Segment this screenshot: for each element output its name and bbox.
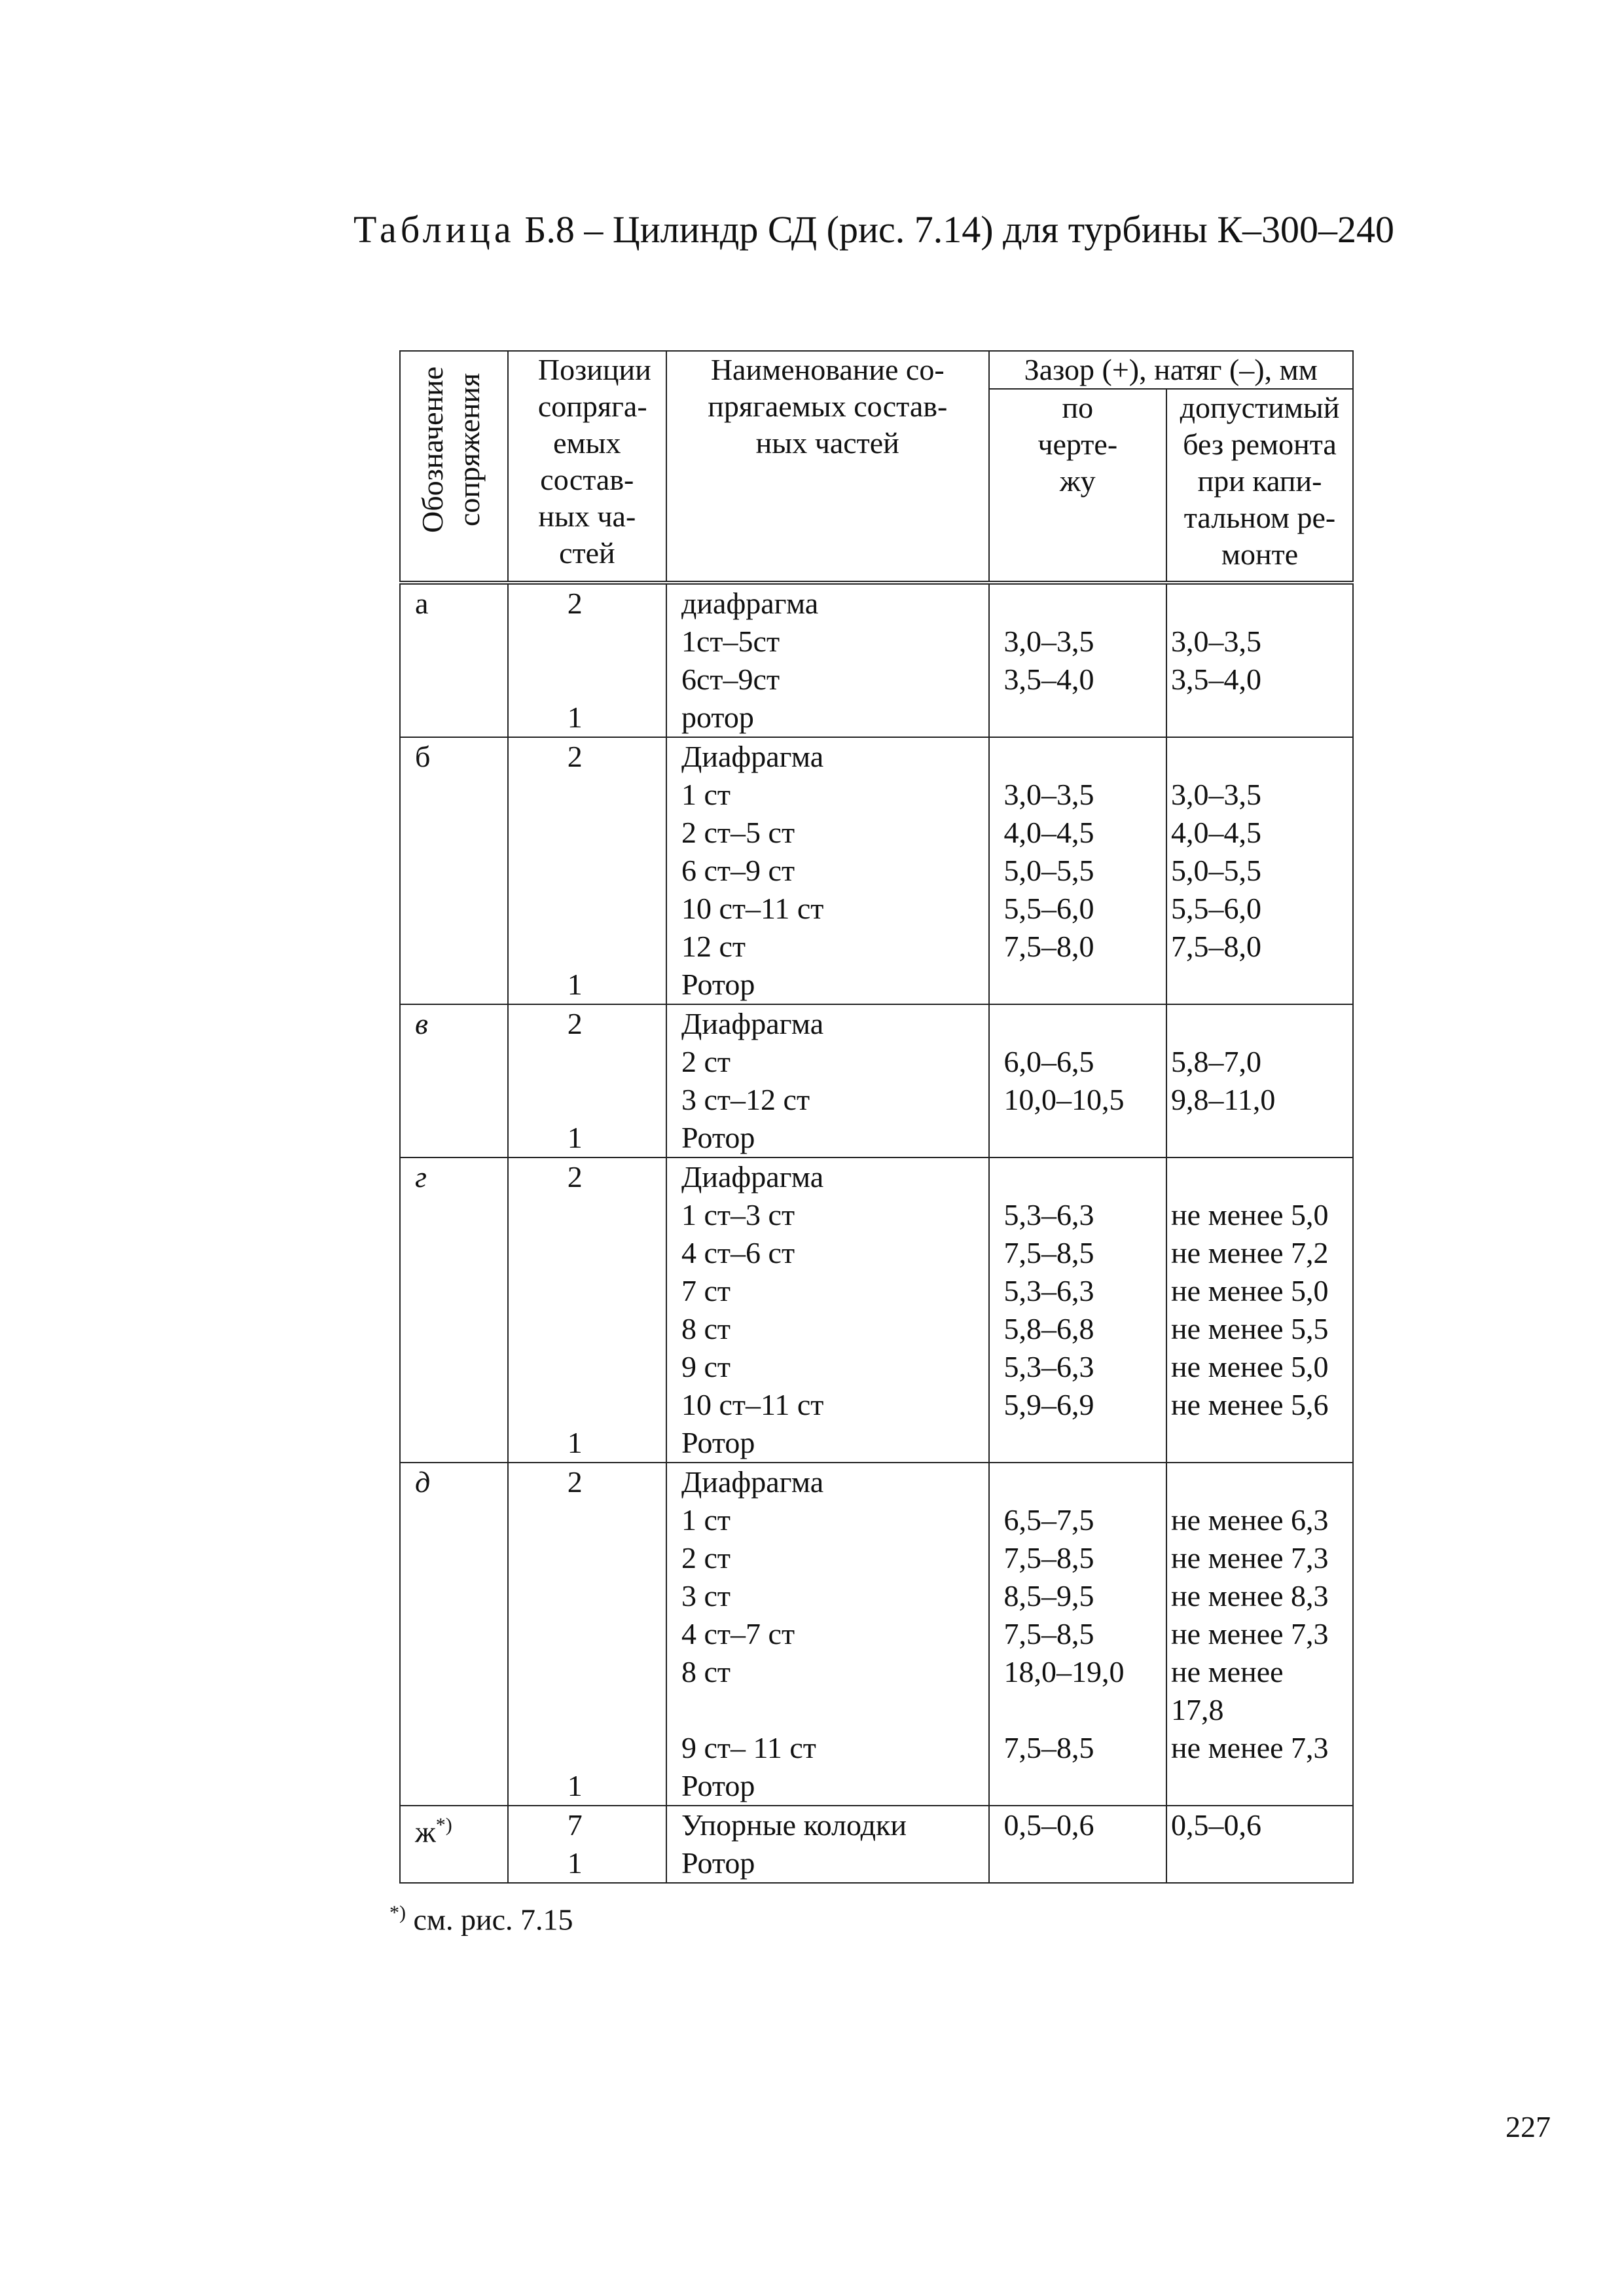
position-value: 1 — [567, 1426, 583, 1459]
header-allowed-text: допустимый без ремонта при капи- тальном ре- монте — [1180, 391, 1340, 571]
table-row — [400, 1806, 1353, 1883]
position-value — [568, 1348, 666, 1386]
part-name: 9 ст — [681, 1350, 731, 1383]
clearance-by-drawing — [1004, 1691, 1166, 1729]
part-name: 7 ст — [681, 1274, 731, 1307]
position-value: 1 — [567, 701, 583, 734]
designation-code: а — [415, 587, 429, 620]
part-name: 1 ст–3 ст — [681, 1198, 795, 1231]
part-name: 3 ст–12 ст — [681, 1083, 810, 1116]
part-name: 12 ст — [681, 930, 746, 963]
clearance-allowed-cell — [1166, 583, 1353, 737]
clearance-allowed — [1171, 699, 1352, 737]
clearance-allowed: не менее 5,0 — [1171, 1350, 1329, 1383]
clearance-by-drawing-cell — [989, 1806, 1167, 1883]
clearance-by-drawing: 3,0–3,5 — [1003, 778, 1094, 811]
clearance-allowed: 5,5–6,0 — [1171, 892, 1262, 925]
position-value — [568, 814, 666, 852]
header-positions — [508, 351, 666, 583]
position-value — [568, 1501, 666, 1539]
clearance-allowed — [1171, 1005, 1352, 1043]
clearance-allowed: не менее 7,3 — [1171, 1617, 1329, 1650]
position-value — [568, 776, 666, 814]
position-value: 1 — [567, 1121, 583, 1154]
designation-code: г — [415, 1160, 427, 1194]
position-value — [568, 1081, 666, 1119]
designation-code: б — [415, 740, 431, 773]
clearance-allowed: не менее 5,0 — [1171, 1274, 1329, 1307]
part-name: 10 ст–11 ст — [681, 1388, 824, 1421]
clearance-by-drawing — [1004, 585, 1166, 623]
position-value: 2 — [567, 1465, 583, 1499]
clearance-by-drawing — [1004, 1767, 1166, 1805]
position-value-cell — [508, 1004, 666, 1157]
position-value — [568, 1539, 666, 1577]
position-value — [568, 1615, 666, 1653]
position-value-cell — [508, 1463, 666, 1806]
footnote-mark: *) — [389, 1902, 406, 1923]
clearance-by-drawing: 5,3–6,3 — [1003, 1198, 1094, 1231]
clearance-by-drawing — [1004, 699, 1166, 737]
footnote-ref: *) — [435, 1814, 452, 1836]
clearance-by-drawing: 5,5–6,0 — [1003, 892, 1094, 925]
position-value — [568, 1386, 666, 1424]
position-value-cell — [508, 583, 666, 737]
position-value — [568, 1234, 666, 1272]
clearance-by-drawing: 5,9–6,9 — [1003, 1388, 1094, 1421]
footnote — [389, 1902, 573, 1937]
table-row — [400, 583, 1353, 737]
clearance-by-drawing: 7,5–8,0 — [1003, 930, 1094, 963]
clearance-allowed — [1171, 1158, 1352, 1196]
position-value-cell — [508, 1806, 666, 1883]
part-name: Диафрагма — [681, 1465, 824, 1499]
position-value: 1 — [567, 968, 583, 1001]
clearance-by-drawing: 0,5–0,6 — [1003, 1808, 1094, 1842]
clearance-by-drawing — [1004, 1158, 1166, 1196]
part-name: 4 ст–7 ст — [681, 1617, 795, 1650]
part-name: Диафрагма — [681, 1160, 824, 1194]
clearance-allowed: 17,8 — [1171, 1693, 1224, 1726]
part-name-cell — [666, 737, 988, 1004]
position-value — [568, 1310, 666, 1348]
position-value — [568, 890, 666, 928]
clearance-by-drawing: 6,0–6,5 — [1003, 1045, 1094, 1078]
clearance-table — [399, 350, 1354, 1884]
part-name — [681, 1691, 988, 1729]
clearance-allowed: не менее 8,3 — [1171, 1579, 1329, 1613]
part-name: 6ст–9ст — [681, 663, 780, 696]
part-name: 6 ст–9 ст — [681, 854, 795, 887]
clearance-allowed: не менее 6,3 — [1171, 1503, 1329, 1537]
position-value — [568, 1272, 666, 1310]
part-name: 2 ст — [681, 1045, 731, 1078]
part-name: 1 ст — [681, 1503, 731, 1537]
clearance-by-drawing-cell — [989, 1463, 1167, 1806]
clearance-by-drawing — [1004, 1424, 1166, 1462]
clearance-allowed-cell — [1166, 1157, 1353, 1463]
clearance-by-drawing: 5,3–6,3 — [1003, 1350, 1094, 1383]
clearance-allowed: 3,0–3,5 — [1171, 625, 1262, 658]
position-value: 7 — [567, 1808, 583, 1842]
clearance-allowed — [1171, 585, 1352, 623]
part-name-cell — [666, 1806, 988, 1883]
header-by-drawing-text: по черте- жу — [1038, 391, 1118, 498]
clearance-allowed — [1171, 1767, 1352, 1805]
part-name-cell — [666, 1157, 988, 1463]
part-name: 8 ст — [681, 1655, 731, 1688]
header-positions-text: Позиции сопряга- емых состав- ных ча- стей — [537, 353, 651, 570]
clearance-by-drawing: 3,5–4,0 — [1003, 663, 1094, 696]
table-row — [400, 1463, 1353, 1806]
designation-code: в — [415, 1007, 428, 1040]
position-value: 1 — [567, 1769, 583, 1802]
part-name: 9 ст– 11 ст — [681, 1731, 816, 1764]
header-designation — [400, 351, 508, 583]
clearance-allowed: 4,0–4,5 — [1171, 816, 1262, 849]
table-row — [400, 1004, 1353, 1157]
header-allowed — [1166, 389, 1353, 583]
header-part-names-text: Наименование со- прягаемых состав- ных частей — [708, 353, 948, 460]
position-value — [568, 928, 666, 966]
clearance-allowed: 0,5–0,6 — [1171, 1808, 1262, 1842]
designation-cell — [400, 1004, 508, 1157]
part-name: Ротор — [681, 1769, 755, 1802]
clearance-allowed: не менее 7,2 — [1171, 1236, 1329, 1269]
part-name: Ротор — [681, 1846, 755, 1880]
part-name: 2 ст — [681, 1541, 731, 1575]
part-name-cell — [666, 1004, 988, 1157]
position-value-cell — [508, 1157, 666, 1463]
clearance-allowed: 3,5–4,0 — [1171, 663, 1262, 696]
clearance-allowed — [1171, 738, 1352, 776]
clearance-allowed: не менее 7,3 — [1171, 1541, 1329, 1575]
position-value — [568, 1043, 666, 1081]
clearance-by-drawing: 18,0–19,0 — [1003, 1655, 1125, 1688]
clearance-by-drawing-cell — [989, 583, 1167, 737]
clearance-by-drawing: 5,3–6,3 — [1003, 1274, 1094, 1307]
position-value — [568, 661, 666, 699]
part-name: Ротор — [681, 1121, 755, 1154]
clearance-by-drawing — [1004, 738, 1166, 776]
position-value — [568, 852, 666, 890]
clearance-by-drawing-cell — [989, 737, 1167, 1004]
clearance-allowed — [1171, 1463, 1352, 1501]
table-row — [400, 1157, 1353, 1463]
clearance-by-drawing: 5,0–5,5 — [1003, 854, 1094, 887]
clearance-by-drawing: 7,5–8,5 — [1003, 1617, 1094, 1650]
position-value: 2 — [567, 1007, 583, 1040]
designation-cell — [400, 1806, 508, 1883]
part-name: 10 ст–11 ст — [681, 892, 824, 925]
clearance-by-drawing: 7,5–8,5 — [1003, 1236, 1094, 1269]
clearance-allowed — [1171, 1844, 1352, 1882]
designation-cell — [400, 737, 508, 1004]
table-row — [400, 737, 1353, 1004]
clearance-allowed-cell — [1166, 1806, 1353, 1883]
clearance-allowed — [1171, 966, 1352, 1004]
header-by-drawing — [989, 389, 1167, 583]
part-name: диафрагма — [681, 587, 819, 620]
part-name: ротор — [681, 701, 754, 734]
part-name: Ротор — [681, 968, 755, 1001]
position-value: 2 — [567, 1160, 583, 1194]
page-number: 227 — [1506, 2110, 1551, 2143]
position-value — [568, 1196, 666, 1234]
part-name: 8 ст — [681, 1312, 731, 1345]
clearance-allowed: не менее 5,6 — [1171, 1388, 1329, 1421]
part-name: 2 ст–5 ст — [681, 816, 795, 849]
clearance-by-drawing — [1004, 1844, 1166, 1882]
header-designation-text: Обозначение сопряжения — [416, 366, 486, 534]
clearance-by-drawing-cell — [989, 1157, 1167, 1463]
clearance-by-drawing: 4,0–4,5 — [1003, 816, 1094, 849]
part-name: Диафрагма — [681, 1007, 824, 1040]
clearance-allowed: 5,0–5,5 — [1171, 854, 1262, 887]
clearance-by-drawing-cell — [989, 1004, 1167, 1157]
designation-cell — [400, 1463, 508, 1806]
position-value: 2 — [567, 740, 583, 773]
part-name: Ротор — [681, 1426, 755, 1459]
clearance-allowed: не менее 7,3 — [1171, 1731, 1329, 1764]
clearance-by-drawing: 6,5–7,5 — [1003, 1503, 1094, 1537]
clearance-allowed: 3,0–3,5 — [1171, 778, 1262, 811]
position-value — [568, 1691, 666, 1729]
clearance-allowed-cell — [1166, 1463, 1353, 1806]
footnote-text: см. рис. 7.15 — [406, 1903, 573, 1937]
position-value — [568, 1729, 666, 1767]
part-name: Упорные колодки — [681, 1808, 907, 1842]
part-name: 1 ст — [681, 778, 731, 811]
clearance-allowed: не менее 5,0 — [1171, 1198, 1329, 1231]
position-value-cell — [508, 737, 666, 1004]
table-title — [353, 208, 1395, 251]
clearance-by-drawing: 10,0–10,5 — [1003, 1083, 1125, 1116]
header-clearance-group: Зазор (+), натяг (–), мм — [989, 351, 1354, 389]
position-value — [568, 623, 666, 661]
clearance-allowed: 7,5–8,0 — [1171, 930, 1262, 963]
designation-cell — [400, 583, 508, 737]
clearance-by-drawing — [1004, 1005, 1166, 1043]
clearance-allowed — [1171, 1119, 1352, 1157]
table-title-prefix: Таблица — [353, 208, 515, 251]
clearance-allowed-cell — [1166, 737, 1353, 1004]
clearance-by-drawing: 7,5–8,5 — [1003, 1731, 1094, 1764]
clearance-by-drawing: 5,8–6,8 — [1003, 1312, 1094, 1345]
part-name: 3 ст — [681, 1579, 731, 1613]
clearance-allowed — [1171, 1424, 1352, 1462]
clearance-by-drawing — [1004, 966, 1166, 1004]
part-name-cell — [666, 1463, 988, 1806]
position-value — [568, 1577, 666, 1615]
clearance-allowed: 9,8–11,0 — [1171, 1083, 1276, 1116]
part-name: 4 ст–6 ст — [681, 1236, 795, 1269]
clearance-allowed: не менее — [1171, 1655, 1284, 1688]
part-name-cell — [666, 583, 988, 737]
clearance-allowed-cell — [1166, 1004, 1353, 1157]
clearance-by-drawing — [1004, 1463, 1166, 1501]
clearance-allowed: 5,8–7,0 — [1171, 1045, 1262, 1078]
clearance-by-drawing: 8,5–9,5 — [1003, 1579, 1094, 1613]
position-value — [568, 1653, 666, 1691]
clearance-allowed: не менее 5,5 — [1171, 1312, 1329, 1345]
clearance-by-drawing — [1004, 1119, 1166, 1157]
clearance-by-drawing: 7,5–8,5 — [1003, 1541, 1094, 1575]
table-title-text: Б.8 – Цилиндр СД (рис. 7.14) для турбины К–300–240 — [514, 208, 1395, 251]
position-value: 2 — [567, 587, 583, 620]
clearance-by-drawing: 3,0–3,5 — [1003, 625, 1094, 658]
position-value: 1 — [567, 1846, 583, 1880]
designation-code: д — [415, 1465, 431, 1499]
part-name: 1ст–5ст — [681, 625, 780, 658]
part-name: Диафрагма — [681, 740, 824, 773]
header-part-names — [666, 351, 988, 583]
designation-code: ж — [415, 1815, 436, 1849]
designation-cell — [400, 1157, 508, 1463]
